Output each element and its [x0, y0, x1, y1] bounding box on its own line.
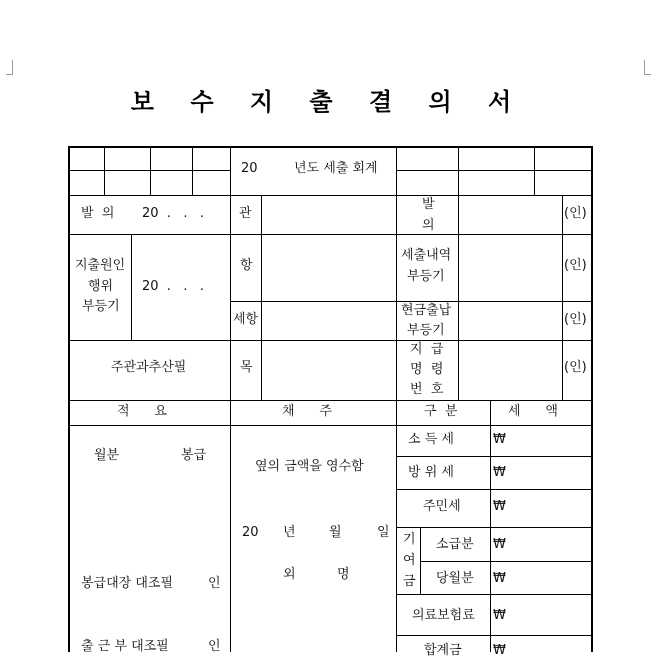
- header-gubun: 구 분: [424, 404, 458, 419]
- won-symbol: ₩: [493, 537, 506, 552]
- won-symbol: ₩: [493, 643, 506, 658]
- giyeogeum-label-2: 여: [403, 553, 416, 568]
- receipt-il: 일: [377, 525, 390, 540]
- jigeup-label-2: 명 령: [410, 362, 444, 377]
- bal-ui-label: 발 의: [81, 206, 115, 221]
- jugwan-label: 주관과추산필: [111, 360, 187, 375]
- receipt-wol: 월: [329, 525, 342, 540]
- table-line: [396, 594, 592, 595]
- bonggeup-label: 봉급: [181, 448, 207, 463]
- table-line: [230, 146, 231, 400]
- giyeogeum-label-1: 기: [403, 532, 416, 547]
- bal-ui-date: 20 . . .: [142, 206, 204, 221]
- mok-label: 목: [240, 360, 253, 375]
- jigeup-label-3: 번 호: [410, 382, 444, 397]
- table-line: [396, 456, 592, 457]
- won-symbol: ₩: [493, 499, 506, 514]
- bal-ui-right-label-1: 발: [422, 197, 435, 212]
- table-line: [68, 425, 593, 426]
- table-line: [68, 400, 593, 401]
- jichul-date: 20 . . .: [142, 279, 204, 294]
- receipt-year: 20: [242, 525, 259, 540]
- seal-mark-4: (인): [564, 360, 587, 375]
- table-border-top: [68, 146, 593, 148]
- table-line: [534, 146, 535, 195]
- header-jeogyo: 적 요: [117, 404, 167, 419]
- table-line: [490, 400, 491, 652]
- table-line: [396, 400, 397, 652]
- receipt-nyeon: 년: [283, 525, 296, 540]
- bangwise-label: 방 위 세: [408, 465, 454, 480]
- table-line: [420, 561, 592, 562]
- fiscal-label: 년도 세출 회계: [294, 161, 378, 176]
- receipt-statement: 옆의 금액을 영수함: [255, 459, 364, 474]
- table-line: [396, 527, 592, 528]
- table-line: [396, 635, 592, 636]
- won-symbol: ₩: [493, 571, 506, 586]
- daejang-label: 봉급대장 대조필: [81, 576, 174, 591]
- table-line: [104, 146, 105, 195]
- sechul-label-2: 부등기: [407, 269, 445, 284]
- sehang-label: 세항: [233, 312, 259, 327]
- seal-mark-2: (인): [564, 258, 587, 273]
- table-line: [458, 146, 459, 195]
- uiryo-label: 의료보험료: [412, 608, 475, 623]
- hyeongeum-label-2: 부등기: [407, 323, 445, 338]
- table-line: [458, 195, 459, 400]
- hyeongeum-label-1: 현금출납: [401, 303, 452, 318]
- table-line: [68, 170, 230, 171]
- table-border-right: [591, 146, 593, 652]
- hapgye-label: 합계금: [424, 643, 462, 658]
- chulgeun-label: 출 근 부 대조필: [81, 639, 169, 654]
- header-seaek: 세 액: [508, 404, 558, 419]
- table-line: [396, 170, 592, 171]
- table-line: [131, 234, 132, 340]
- jichul-label-2: 행위: [88, 279, 114, 294]
- jichul-label-3: 부등기: [82, 299, 120, 314]
- table-line: [230, 400, 231, 652]
- won-symbol: ₩: [493, 465, 506, 480]
- receipt-oe: 외: [283, 567, 296, 582]
- header-chaeju: 채 주: [282, 404, 332, 419]
- sodeukse-label: 소 득 세: [408, 432, 454, 447]
- table-border-left: [68, 146, 70, 652]
- table-line: [230, 301, 593, 302]
- table-line: [68, 195, 593, 196]
- table-line: [68, 234, 593, 235]
- jichul-label-1: 지출원인: [75, 258, 126, 273]
- table-line: [68, 340, 593, 341]
- table-line: [562, 195, 563, 400]
- sogeupbun-label: 소급분: [436, 537, 474, 552]
- hang-label: 항: [240, 258, 253, 273]
- gwan-label: 관: [239, 206, 252, 221]
- fiscal-year: 20: [241, 161, 258, 176]
- won-symbol: ₩: [493, 608, 506, 623]
- jigeup-label-1: 지 급: [410, 342, 444, 357]
- sechul-label-1: 세출내역: [401, 248, 452, 263]
- table-line: [261, 195, 262, 400]
- juminse-label: 주민세: [423, 499, 461, 514]
- won-symbol: ₩: [493, 432, 506, 447]
- dangwolbun-label: 당월분: [436, 571, 474, 586]
- seal-mark-1: (인): [564, 206, 587, 221]
- table-line: [150, 146, 151, 195]
- giyeogeum-label-3: 금: [403, 574, 416, 589]
- seal-mark-a: 인: [208, 576, 221, 591]
- receipt-myeong: 명: [337, 567, 350, 582]
- table-line: [396, 489, 592, 490]
- bal-ui-right-label-2: 의: [422, 218, 435, 233]
- wolbun-label: 월분: [94, 448, 120, 463]
- seal-mark-b: 인: [208, 639, 221, 654]
- table-line: [192, 146, 193, 195]
- document-title: 보 수 지 출 결 의 서: [130, 88, 526, 116]
- seal-mark-3: (인): [564, 312, 587, 327]
- table-line: [396, 146, 397, 400]
